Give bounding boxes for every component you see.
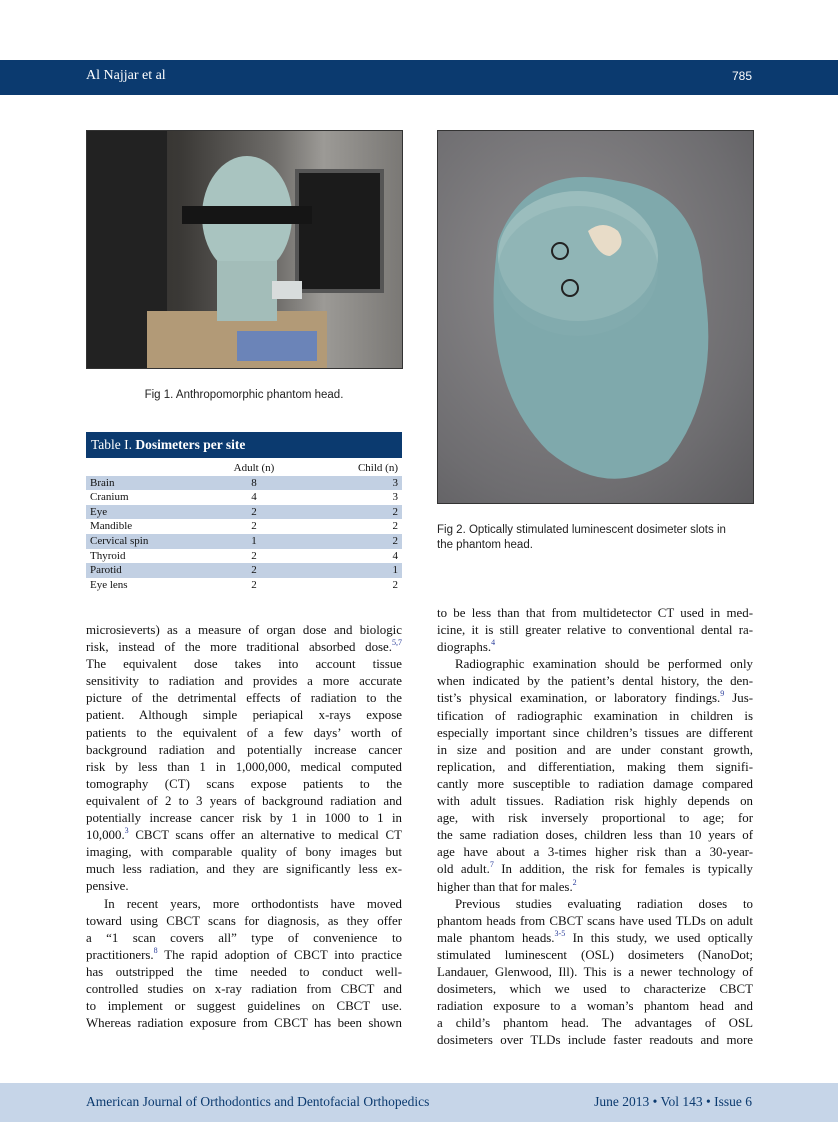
text-segment: toward using CBCT scans for diagnosis, as they offer — [86, 913, 402, 928]
text-segment: diographs. — [437, 640, 492, 655]
text-line — [86, 725, 402, 742]
table-cell-child: 2 — [392, 534, 398, 547]
text-segment: patient. Although simple periapical x-rays expose — [86, 708, 402, 723]
text-line — [437, 998, 753, 1015]
text-segment: replication, and differentiation, making them signifi- — [437, 759, 753, 774]
text-segment: tist’s physical examination, or laboratory findings. — [437, 691, 721, 706]
figure-1-caption: Fig 1. Anthropomorphic phantom head. — [144, 389, 344, 401]
table-cell-site: Eye — [90, 505, 108, 518]
text-line — [437, 673, 753, 690]
reference-citation: 7 — [489, 860, 494, 870]
text-segment: background radiation and potentially increase cancer — [86, 742, 402, 757]
table-cell-adult: 2 — [251, 549, 257, 562]
table-cell-site: Cranium — [90, 491, 129, 504]
text-line — [437, 896, 753, 913]
text-line — [86, 861, 402, 878]
text-line — [86, 998, 402, 1015]
column-header-adult: Adult (n) — [233, 462, 275, 474]
text-line — [86, 981, 402, 998]
text-segment: 10,000. — [86, 828, 125, 843]
table-cell-site: Mandible — [90, 520, 133, 533]
text-line — [86, 690, 402, 707]
text-segment: especially important since children’s tissues are different — [437, 725, 753, 740]
table-cell-adult: 2 — [251, 578, 257, 591]
text-segment: Radiographic examination should be performed only — [455, 657, 753, 672]
text-line — [437, 861, 753, 878]
table-row — [86, 578, 402, 593]
journal-name: American Journal of Orthodontics and Dentofacial Orthopedics — [86, 1094, 430, 1109]
text-line — [86, 878, 402, 895]
text-line — [86, 930, 402, 947]
text-line — [437, 725, 753, 742]
figure-1-phantom-head-photo — [86, 130, 403, 369]
text-segment: stimulated luminescent (OSL) dosimeters (NanoDot; — [437, 947, 753, 962]
text-line — [437, 776, 753, 793]
text-line — [437, 879, 753, 896]
text-segment: patients to the equivalent of a few days’ worth of — [86, 725, 402, 740]
text-segment: the same radiation doses, children less than 10 years of — [437, 828, 753, 843]
text-segment: controlled studies on x-ray radiation from CBCT and — [86, 981, 402, 996]
table-row — [86, 505, 402, 520]
table-cell-adult: 1 — [251, 534, 257, 547]
dosimeters-table — [86, 432, 402, 592]
text-segment: practitioners. — [86, 947, 154, 962]
text-segment: Landauer, Glenwood, Ill). This is a newer technology of — [437, 964, 753, 979]
text-segment: pensive. — [86, 879, 129, 894]
text-line — [437, 810, 753, 827]
text-line — [86, 622, 402, 639]
text-segment: Previous studies evaluating radiation doses to — [455, 896, 753, 911]
running-header — [0, 60, 838, 95]
table-cell-child: 3 — [392, 476, 398, 489]
text-line — [86, 810, 402, 827]
table-row — [86, 563, 402, 578]
text-line — [437, 708, 753, 725]
reference-citation: 8 — [153, 945, 158, 955]
reference-citation: 3 — [124, 826, 129, 836]
table-row — [86, 519, 402, 534]
figure-2-caption-line: the phantom head. — [437, 539, 533, 551]
text-segment: to implement or suggest guidelines on CBCT use. — [86, 999, 402, 1014]
text-line — [86, 707, 402, 724]
table-cell-child: 2 — [392, 520, 398, 533]
text-segment: tomography (CT) scans expose patients to the — [86, 776, 402, 791]
text-line — [437, 656, 753, 673]
table-cell-child: 4 — [392, 549, 398, 562]
column-header-child: Child (n) — [357, 462, 398, 474]
text-line — [86, 964, 402, 981]
text-line — [86, 827, 402, 844]
text-line — [86, 742, 402, 759]
text-segment: risk, instead of the more traditional absorbed dose. — [86, 640, 392, 655]
text-line — [86, 656, 402, 673]
figure-2-caption — [437, 523, 726, 553]
text-line — [437, 622, 753, 639]
text-segment: radiation exposure to a woman’s phantom head and — [437, 999, 753, 1014]
text-segment: Jus- — [724, 691, 753, 706]
text-line — [86, 1015, 402, 1032]
text-segment: In this study, we used optically — [565, 930, 753, 945]
text-line — [86, 947, 402, 964]
table-cell-site: Parotid — [90, 564, 122, 577]
reference-citation: 4 — [491, 638, 496, 648]
text-line — [86, 776, 402, 793]
text-segment: a “1 scan covers all” type of convenience to — [86, 930, 402, 945]
text-segment: much less radiation, and they are significantly less ex- — [86, 862, 402, 877]
text-segment: higher than that for males. — [437, 879, 573, 894]
column-header — [90, 461, 210, 476]
text-line — [437, 844, 753, 861]
text-segment: The equivalent dose takes into account tissue — [86, 657, 402, 672]
text-segment: with adult tissues. Radiation risk highly depends on — [437, 794, 753, 809]
table-cell-child: 2 — [392, 505, 398, 518]
text-segment: a child’s phantom head. The advantages of OSL — [437, 1016, 753, 1031]
text-segment: In addition, the risk for females is typically — [493, 862, 753, 877]
reference-citation: 5,7 — [392, 638, 402, 648]
text-line — [437, 793, 753, 810]
text-segment: to be less than that from multidetector CT used in med- — [437, 606, 753, 620]
header-authors: Al Najjar et al — [86, 68, 166, 83]
running-footer — [0, 1083, 838, 1122]
text-segment: phantom heads from CBCT scans have used TLDs on adult — [437, 913, 753, 928]
table-cell-adult: 2 — [251, 505, 257, 518]
text-segment: age, with risk inversely proportional to age; for — [437, 811, 753, 826]
text-segment: old adult. — [437, 862, 490, 877]
table-cell-site: Brain — [90, 476, 115, 489]
reference-citation: 2 — [572, 877, 577, 887]
text-segment: The rapid adoption of CBCT into practice — [157, 947, 402, 962]
text-line — [86, 673, 402, 690]
table-title-text: Dosimeters per site — [135, 437, 246, 452]
text-segment: sensitivity to radiation and provides a more accurate — [86, 674, 402, 689]
text-line — [437, 690, 753, 707]
text-line — [437, 913, 753, 930]
text-segment: In recent years, more orthodontists have moved — [104, 896, 402, 911]
text-segment: cantly more susceptible to radiation damage compared — [437, 776, 753, 791]
table-row — [86, 490, 402, 505]
table-label: Table I. — [91, 437, 133, 452]
body-text-left-column — [86, 622, 402, 1032]
text-segment: icine, it is still greater relative to conventional dental ra- — [437, 623, 753, 638]
table-header-row — [86, 461, 402, 476]
figure-2-dosimeter-slots-photo — [437, 130, 754, 504]
text-line — [437, 742, 753, 759]
text-line — [437, 1032, 753, 1049]
table-row — [86, 476, 402, 491]
text-segment: potentially increase cancer risk by 1 in 1000 to 1 in — [86, 811, 402, 826]
table-cell-child: 3 — [392, 491, 398, 504]
text-line — [437, 981, 753, 998]
text-segment: age have about a 3-times higher risk than a 30-year- — [437, 845, 753, 860]
text-line — [437, 827, 753, 844]
body-text-right-column — [437, 605, 753, 1049]
table-cell-site: Thyroid — [90, 549, 126, 562]
table-title — [86, 432, 402, 458]
text-line — [437, 930, 753, 947]
table-cell-adult: 2 — [251, 564, 257, 577]
text-segment: tification of radiographic examination in children is — [437, 708, 753, 723]
reference-citation: 3-5 — [554, 928, 566, 938]
text-segment: when indicated by the patient’s dental history, the den- — [437, 674, 753, 689]
text-segment: CBCT scans offer an alternative to medical CT — [128, 828, 402, 843]
reference-citation: 9 — [720, 689, 725, 699]
text-segment: in size and position and are under constant growth, — [437, 742, 753, 757]
table-row — [86, 549, 402, 564]
issue-info: June 2013 • Vol 143 • Issue 6 — [594, 1094, 752, 1109]
text-line — [437, 964, 753, 981]
text-segment: male phantom heads. — [437, 930, 555, 945]
table-cell-adult: 8 — [251, 476, 257, 489]
table-cell-child: 1 — [392, 564, 398, 577]
text-segment: equivalent of 2 to 3 years of background radiation and — [86, 793, 402, 808]
table-cell-site: Eye lens — [90, 578, 128, 591]
text-segment: imaging, with comparable quality of bony images but — [86, 845, 402, 860]
text-segment: risk by less than 1 in 1,000,000, medical computed — [86, 759, 402, 774]
text-line — [86, 896, 402, 913]
text-line — [86, 844, 402, 861]
text-segment: picture of the detrimental effects of radiation to the — [86, 691, 402, 706]
text-segment: dosimeters over TLDs include faster readouts and more — [437, 1033, 753, 1048]
table-row — [86, 534, 402, 549]
text-segment: dosimeters, which we used to characterize CBCT — [437, 982, 753, 997]
table-cell-adult: 4 — [251, 491, 257, 504]
table-cell-adult: 2 — [251, 520, 257, 533]
table-cell-child: 2 — [392, 578, 398, 591]
text-line — [86, 793, 402, 810]
text-line — [86, 639, 402, 656]
table-cell-site: Cervical spin — [90, 534, 149, 547]
text-line — [86, 759, 402, 776]
figure-2-caption-line: Fig 2. Optically stimulated luminescent dosimeter slots in — [437, 524, 726, 536]
text-line — [437, 947, 753, 964]
page-number: 785 — [731, 69, 752, 83]
text-line — [437, 759, 753, 776]
text-segment: has outstripped the time needed to conduct well- — [86, 964, 402, 979]
text-line — [437, 605, 753, 622]
text-line — [437, 639, 753, 656]
text-line — [437, 1015, 753, 1032]
text-segment: Whereas radiation exposure from CBCT has been shown — [86, 1016, 402, 1031]
text-line — [86, 913, 402, 930]
text-segment: microsieverts) as a measure of organ dose and biologic — [86, 623, 402, 637]
